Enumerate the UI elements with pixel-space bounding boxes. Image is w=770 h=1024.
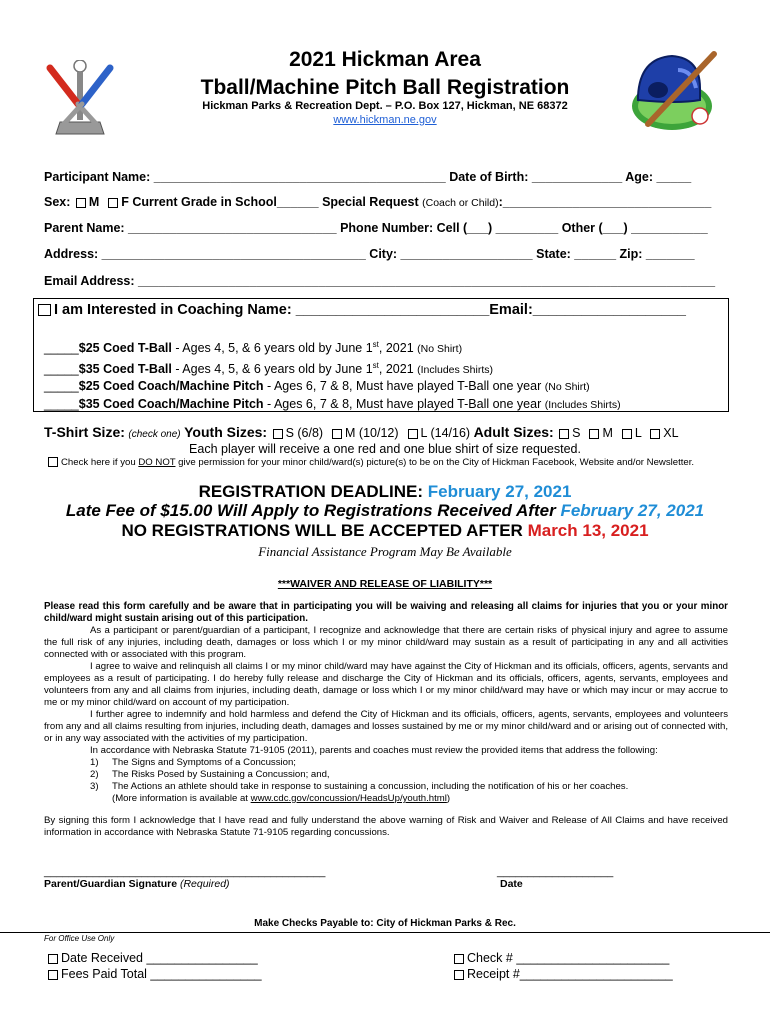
special-request-field[interactable]: :______________________________ (498, 195, 712, 209)
date-received-field[interactable]: Date Received ________________ (46, 950, 262, 966)
youth-sizes-label: Youth Sizes: (184, 424, 268, 440)
late-fee-line: Late Fee of $15.00 Will Apply to Registrations Received After February 27, 2021 (65, 501, 705, 520)
office-right (452, 950, 673, 982)
address-line: Hickman Parks & Recreation Dept. – P.O. Box 127, Hickman, NE 68372 (202, 100, 568, 112)
participant-line[interactable]: Participant Name: __________________________________________ Date of Birth: _____________ Age: _____ (44, 170, 692, 184)
waiver-heading: ***WAIVER AND RELEASE OF LIABILITY*** (277, 578, 493, 590)
fee-options-list (44, 337, 621, 413)
waiver-paragraph: I agree to waive and relinquish all claims I or my minor child/ward may have against the City of Hickman and its officials, officers, agents, servants and employees as a result of participating. I do hereby fully release and discharge the City of Hickman and its officials, officers, agents, servants, employees and volunteers from any and all claims from injuries, including death, damage or loss which I or my minor child/ward may have or which may incur or may accrue to me or my minor child/ward on account of my participation. (44, 661, 728, 708)
coaching-line[interactable] (38, 302, 686, 318)
photo-permission-checkbox[interactable] (48, 457, 58, 467)
shirt-note: Each player will receive a one red and one blue shirt of size requested. (189, 442, 581, 456)
sex-label: Sex: (44, 195, 71, 209)
sex-grade-line[interactable] (44, 195, 711, 209)
sex-m-label: M (88, 195, 100, 209)
check-number-field[interactable]: Check # ______________________ (452, 950, 673, 966)
sex-m-checkbox[interactable] (76, 198, 86, 208)
tshirt-label: T-Shirt Size: (44, 424, 125, 440)
fees-paid-field[interactable]: Fees Paid Total ________________ (46, 966, 262, 982)
signature-line[interactable]: ______________________________________________ (44, 866, 326, 878)
website-link[interactable]: www.hickman.ne.gov (333, 114, 437, 126)
adult-m-checkbox[interactable] (589, 429, 599, 439)
waiver-paragraph: In accordance with Nebraska Statute 71-9105 (2011), parents and coaches must review the provided items that address the following: (90, 745, 658, 756)
sex-f-checkbox[interactable] (108, 198, 118, 208)
title-line-1: 2021 Hickman Area (289, 48, 481, 71)
waiver-intro: Please read this form carefully and be aware that in participating you will be waiving and releasing all claims for injuries that you or your minor child/ward might sustain arising out of this participation. (44, 601, 728, 624)
sex-f-label: F (121, 195, 129, 209)
email-line[interactable]: Email Address: ___________________________________________________________________________________ (44, 274, 716, 288)
waiver-text (44, 601, 728, 839)
photo-permission-line[interactable]: Check here if you DO NOT give permission for your minor child/ward(s) picture(s) to be on the City of Hickman Facebook, Website and/or Newsletter. (46, 457, 694, 468)
special-request-note: (Coach or Child) (422, 197, 499, 209)
date-label: Date (500, 878, 523, 890)
adult-xl-checkbox[interactable] (650, 429, 660, 439)
signature-label: Parent/Guardian Signature (Required) (44, 878, 230, 890)
office-divider (0, 932, 770, 933)
financial-assistance: Financial Assistance Program May Be Available (258, 544, 512, 559)
office-use-label: For Office Use Only (44, 934, 115, 943)
adult-s-checkbox[interactable] (559, 429, 569, 439)
list-item: 2) The Risks Posed by Sustaining a Concussion; and, (90, 769, 330, 780)
cdc-link[interactable]: www.cdc.gov/concussion/HeadsUp/youth.html (250, 793, 447, 804)
office-left (46, 950, 262, 982)
checks-payable: Make Checks Payable to: City of Hickman Parks & Rec. (254, 918, 516, 929)
address-field-line[interactable]: Address: ______________________________________ City: ___________________ State: ______ Zip: _______ (44, 247, 695, 261)
fee-option[interactable]: _____$35 Coed T-Ball - Ages 4, 5, & 6 years old by June 1st, 2021 (Includes Shirts) (44, 360, 493, 376)
receipt-number-field[interactable]: Receipt #______________________ (452, 966, 673, 982)
date-line[interactable]: ___________________ (497, 866, 614, 878)
no-registrations-line: NO REGISTRATIONS WILL BE ACCEPTED AFTER March 13, 2021 (121, 521, 649, 540)
fee-option[interactable]: _____$25 Coed T-Ball - Ages 4, 5, & 6 years old by June 1st, 2021 (No Shirt) (44, 340, 463, 356)
title-line-2: Tball/Machine Pitch Ball Registration (200, 76, 570, 99)
coaching-text: I am Interested in Coaching Name: ________________________Email:___________________ (54, 302, 686, 318)
list-item: 3) The Actions an athlete should take in response to sustaining a concussion, including the notification of his or her coaches. (90, 781, 629, 792)
youth-m-checkbox[interactable] (332, 429, 342, 439)
youth-l-checkbox[interactable] (408, 429, 418, 439)
waiver-paragraph: I further agree to indemnify and hold harmless and defend the City of Hickman and its officials, officers, agents, servants, employees and volunteers from any and all claims resulting from injuries, including death, damages and losses sustained by me or my minor child/ward and or arising out of connected with, or in any way associated with the activities of my participation. (44, 709, 728, 744)
youth-s-checkbox[interactable] (273, 429, 283, 439)
adult-sizes-label: Adult Sizes: (473, 424, 554, 440)
concussion-list (90, 757, 728, 793)
grade-field[interactable]: Current Grade in School______ (132, 195, 319, 209)
fee-option[interactable]: _____$35 Coed Coach/Machine Pitch - Ages 6, 7 & 8, Must have played T-Ball one year (Includes Shirts) (44, 396, 621, 411)
tshirt-check-note: (check one) (128, 429, 181, 440)
acknowledgement: By signing this form I acknowledge that I have read and fully understand the above warning of Risk and Waiver and Release of All Claims and have received information in accordance with Nebraska Statute 71-9105 regarding concussions. (44, 815, 728, 838)
special-request-label: Special Request (322, 195, 419, 209)
adult-l-checkbox[interactable] (622, 429, 632, 439)
registration-deadline: REGISTRATION DEADLINE: February 27, 2021 (198, 482, 572, 501)
parent-line[interactable]: Parent Name: ______________________________ Phone Number: Cell (___) _________ Other (___) ___________ (44, 221, 708, 235)
tshirt-line: T-Shirt Size: (check one) Youth Sizes: S (6/8) M (10/12) L (14/16) Adult Sizes: S M L XL (44, 424, 679, 440)
list-item: 1) The Signs and Symptoms of a Concussion; (90, 757, 296, 768)
waiver-paragraph: As a participant or parent/guardian of a participant, I recognize and acknowledge that there are certain risks of physical injury and agree to assume the full risk of any injuries, including death, damages or loss which I or my minor child/ward may sustain as a result of participating in any and all activities connected with or associated with this program. (44, 625, 728, 660)
more-info-line: (More information is available at www.cdc.gov/concussion/HeadsUp/youth.html) (112, 793, 451, 804)
coaching-checkbox[interactable] (38, 304, 51, 316)
fee-option[interactable]: _____$25 Coed Coach/Machine Pitch - Ages 6, 7 & 8, Must have played T-Ball one year (No Shirt) (44, 379, 590, 394)
